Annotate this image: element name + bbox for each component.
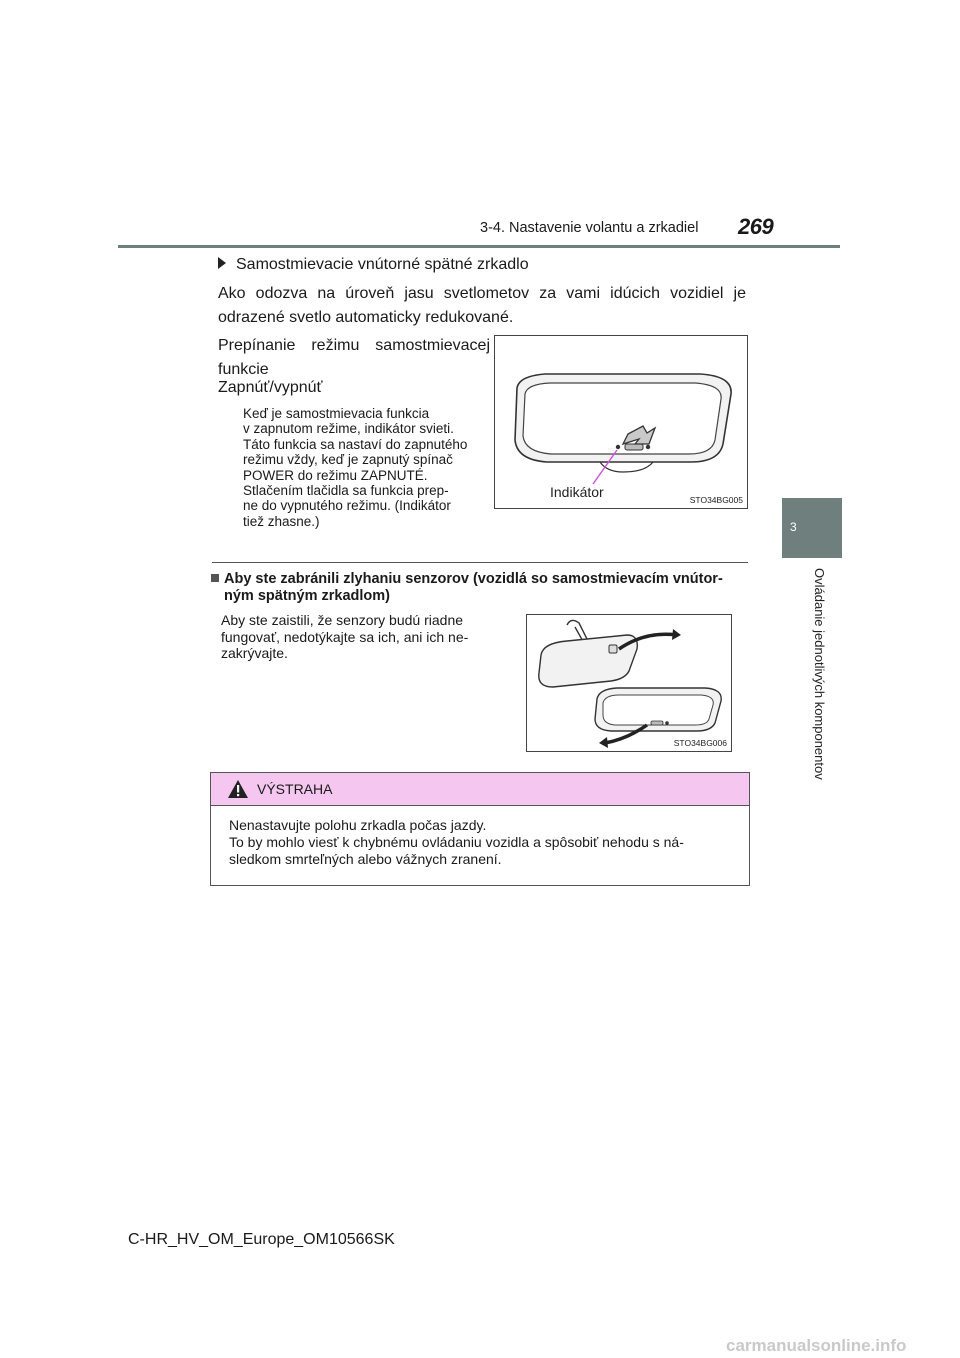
bullet-heading (218, 256, 529, 274)
warning-header (211, 773, 749, 806)
section-text-line: zakrývajte. (221, 645, 288, 661)
figure-code: STO34BG006 (673, 738, 727, 748)
description-line: Keď je samostmievacia funkcia (243, 406, 430, 421)
section-heading-line: ným spätným zrkadlom) (224, 588, 390, 604)
onoff-subheading: Zapnúť/vypnúť (218, 379, 323, 396)
page-number: 269 (738, 214, 774, 239)
description-line: Stlačením tlačidla sa funkcia prep- (243, 483, 449, 499)
onoff-description (243, 406, 486, 529)
watermark: carmanualsonline.info (726, 1336, 907, 1355)
indicator-label: Indikátor (550, 484, 604, 500)
warning-line: sledkom smrteľných alebo vážnych zranení. (229, 851, 502, 867)
description-line: ne do vypnutého režimu. (Indikátor (243, 498, 451, 514)
figure-code: STO34BG005 (689, 495, 743, 505)
mirror-sensors-illustration (527, 615, 731, 751)
sensor-icon (665, 721, 669, 725)
warning-title: VÝSTRAHA (257, 781, 333, 797)
sensor-icon (646, 445, 650, 449)
chapter-label-area (782, 560, 842, 800)
chapter-label: Ovládanie jednotlivých komponentov (812, 568, 827, 780)
section-divider (212, 562, 748, 563)
chapter-number: 3 (790, 520, 797, 534)
description-line: režimu vždy, keď je zapnutý spínač (243, 452, 453, 468)
description-line: tiež zhasne.) (243, 513, 320, 529)
description-line: v zapnutom režime, indikátor svieti. (243, 421, 454, 437)
square-bullet-icon (211, 574, 219, 582)
sensor-section-heading (211, 571, 747, 605)
triangle-bullet-icon (218, 257, 226, 269)
description-line: POWER do režimu ZAPNUTÉ. (243, 467, 428, 483)
section-text-line: Aby ste zaistili, že senzory budú riadne (221, 612, 464, 628)
warning-text (229, 817, 741, 868)
sensor-section-text (221, 612, 505, 662)
warning-box (210, 772, 750, 886)
bullet-heading-text: Samostmievacie vnútorné spätné zrkadlo (236, 256, 529, 273)
warning-line: Nenastavujte polohu zrkadla počas jazdy. (229, 817, 487, 833)
rear-view-mirror-illustration (495, 336, 747, 508)
chapter-tab (782, 498, 842, 558)
description-line: Táto funkcia sa nastaví do zapnutého (243, 436, 468, 452)
sensor-location-figure (526, 614, 732, 752)
indicator-lamp-icon (616, 445, 620, 449)
document-code: C-HR_HV_OM_Europe_OM10566SK (128, 1231, 395, 1248)
mode-subheading: Prepínanie režimu samostmievacej funkcie (218, 337, 490, 378)
section-text-line: fungovať, nedotýkajte sa ich, ani ich ne- (221, 628, 469, 645)
mirror-indicator-figure (494, 335, 748, 509)
warning-line: To by mohlo viesť k chybnému ovládaniu vozidla a spôsobiť nehodu s ná- (229, 834, 684, 850)
header-section-title: 3-4. Nastavenie volantu a zrkadiel (480, 220, 699, 236)
intro-paragraph: Ako odozva na úroveň jasu svetlometov za vami idúcich vozidiel je odrazené svetlo automaticky redukované. (218, 285, 746, 326)
warning-triangle-icon (227, 779, 249, 799)
header-divider (118, 245, 840, 248)
section-heading-line: Aby ste zabránili zlyhaniu senzorov (vozidlá so samostmievacím vnútor- (224, 571, 723, 587)
